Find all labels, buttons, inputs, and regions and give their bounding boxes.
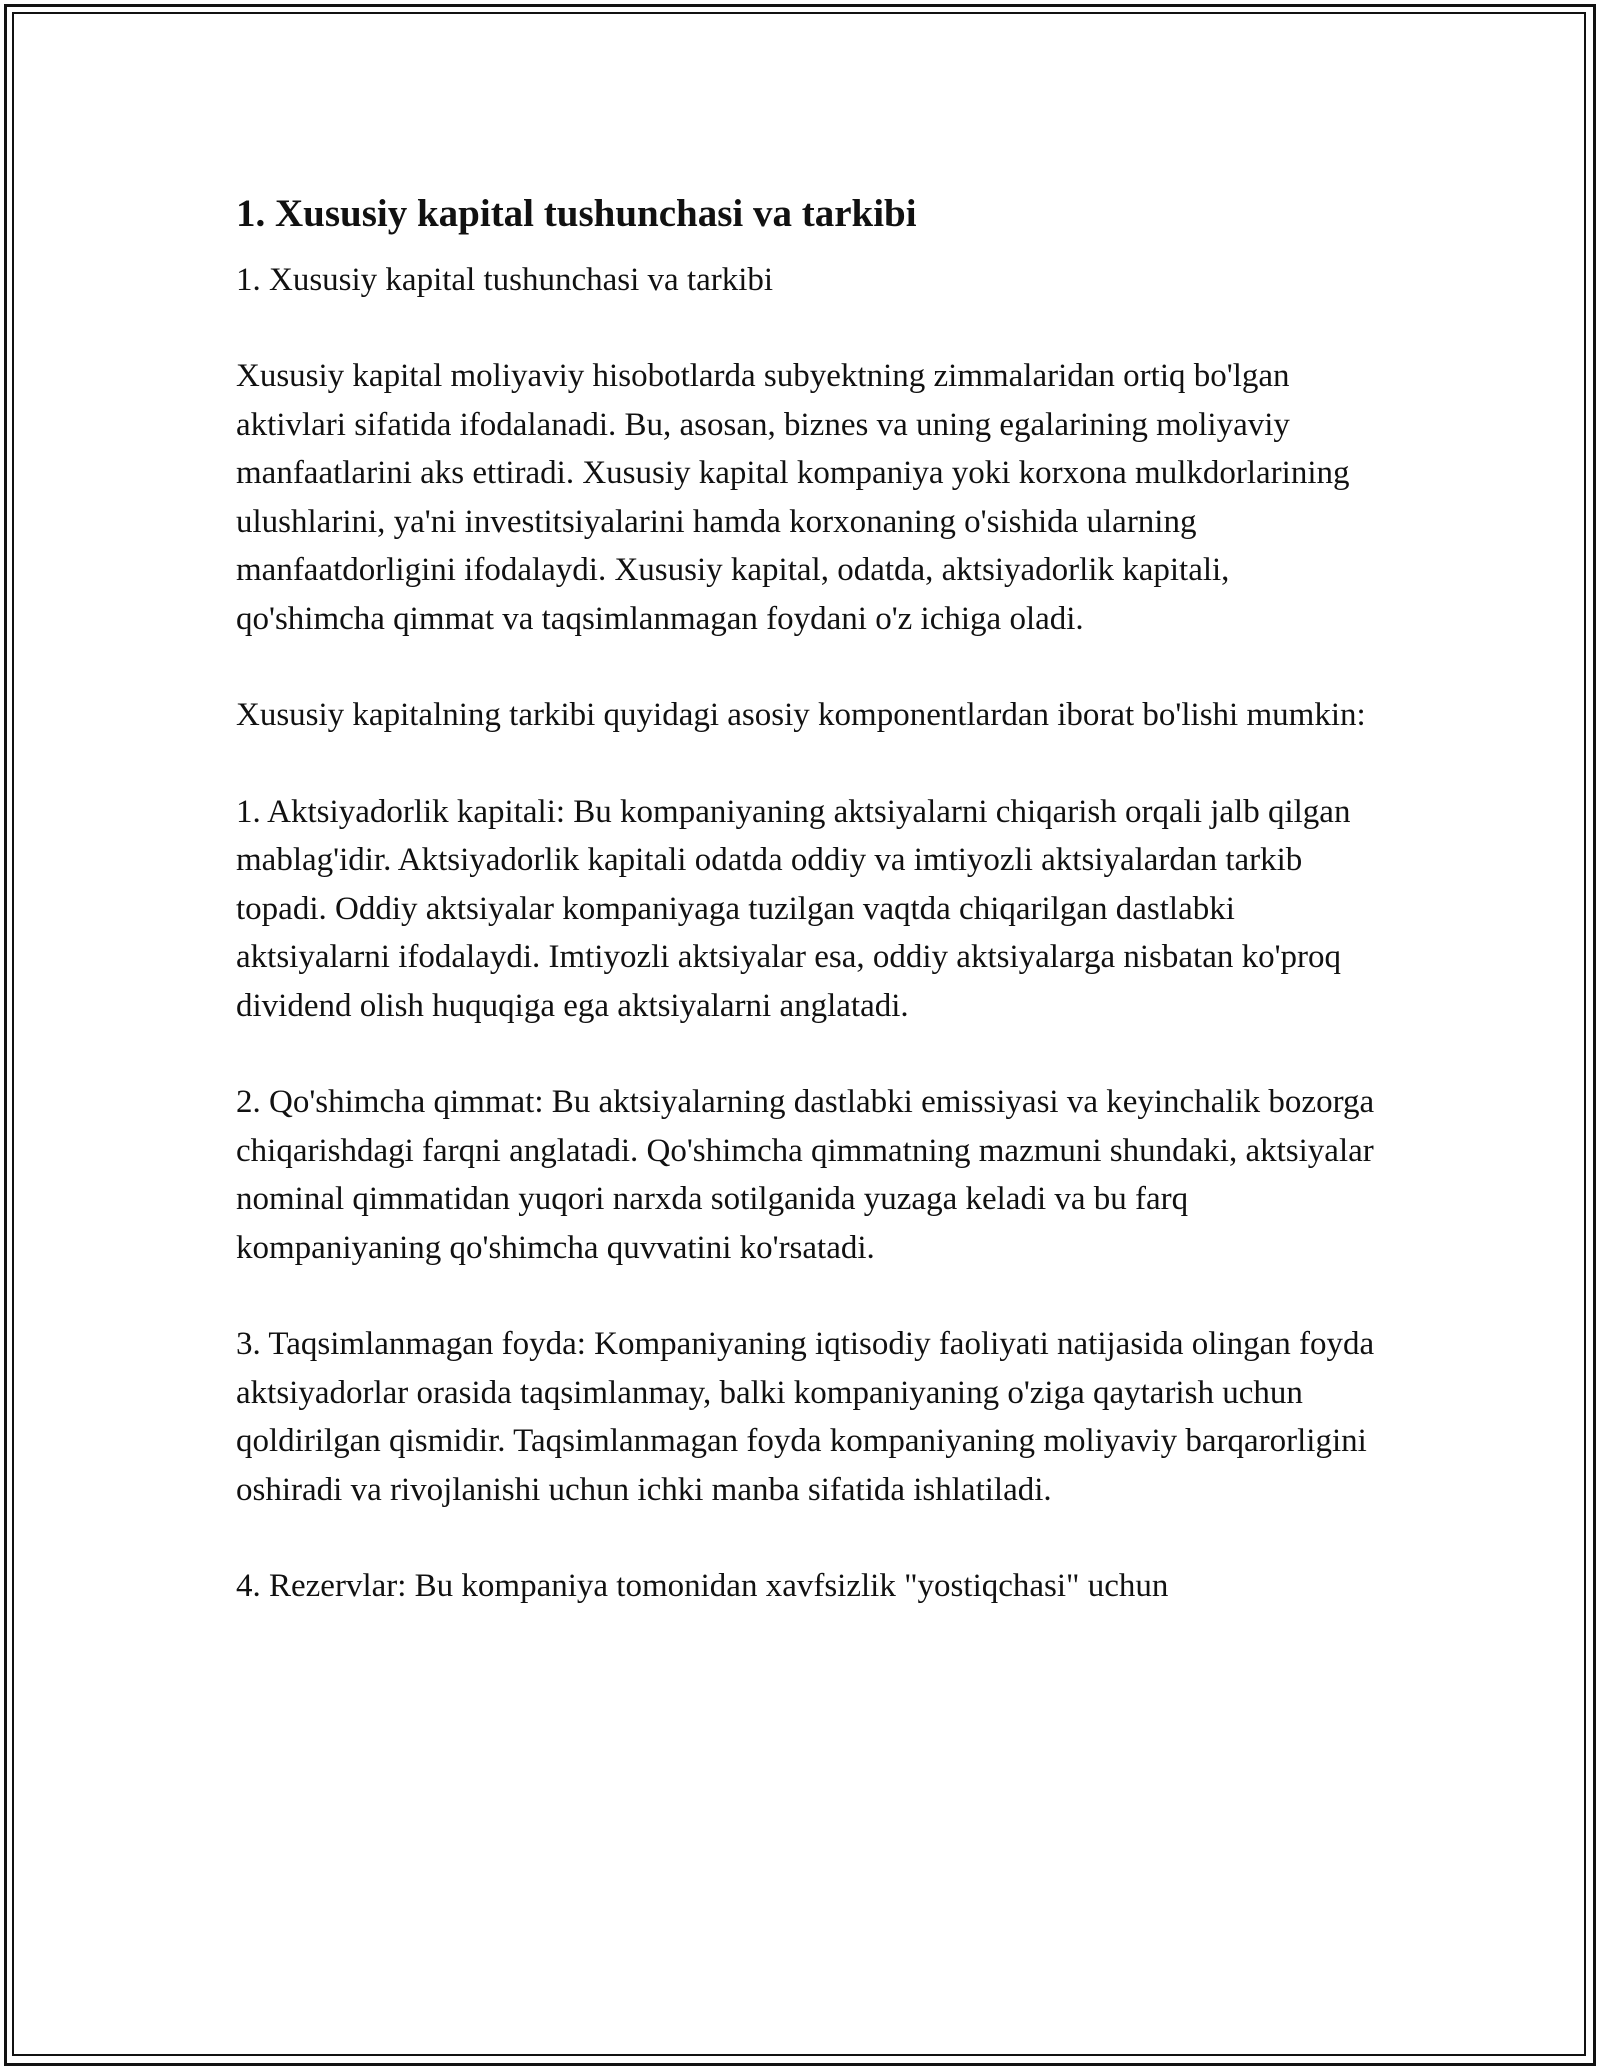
paragraph-retained-earnings: 3. Taqsimlanmagan foyda: Kompaniyaning iqtisodiy faoliyati natijasida olingan foyda aktsiyadorlar orasida taqsimlanmay, balki kompaniyaning o'ziga qaytarish uchun qoldirilgan qismidir. Taqsimlanmagan foyda kompaniyaning moliyaviy barqarorligini oshiradi va rivojlanishi uchun ichki manba sifatida ishlatiladi. xyxy=(236,1326,1375,1508)
paragraph-additional-value: 2. Qo'shimcha qimmat: Bu aktsiyalarning dastlabki emissiyasi va keyinchalik bozorga chiqarishdagi farqni anglatadi. Qo'shimcha qimmatning mazmuni shundaki, aktsiyalar nominal qimmatidan yuqori narxda sotilganida yuzaga keladi va bu farq kompaniyaning qo'shimcha quvvatini ko'rsatadi. xyxy=(236,1084,1375,1266)
paragraph-intro: Xususiy kapital moliyaviy hisobotlarda subyektning zimmalaridan ortiq bo'lgan aktivlari sifatida ifodalanadi. Bu, asosan, biznes va uning egalarining moliyaviy manfaatlarini aks ettiradi. Xususiy kapital kompaniya yoki korxona mulkdorlarining ulushlarini, ya'ni investitsiyalarini hamda korxonaning o'sishida ularning manfaatdorligini ifodalaydi. Xususiy kapital, odatda, aktsiyadorlik kapitali, qo'shimcha qimmat va taqsimlanmagan foydani o'z ichiga oladi. xyxy=(236,358,1350,637)
paragraph-components-lead: Xususiy kapitalning tarkibi quyidagi asosiy komponentlardan iborat bo'lishi mumkin: xyxy=(236,697,1366,733)
document-body xyxy=(236,180,1376,1611)
document-subtitle: 1. Xususiy kapital tushunchasi va tarkibi xyxy=(236,262,774,298)
page-title: 1. Xususiy kapital tushunchasi va tarkibi xyxy=(236,192,917,235)
paragraph-reserves: 4. Rezervlar: Bu kompaniya tomonidan xavfsizlik "yostiqchasi" uchun xyxy=(236,1568,1169,1604)
paragraph-share-capital: 1. Aktsiyadorlik kapitali: Bu kompaniyaning aktsiyalarni chiqarish orqali jalb qilgan mablag'idir. Aktsiyadorlik kapitali odatda oddiy va imtiyozli aktsiyalardan tarkib topadi. Oddiy aktsiyalar kompaniyaga tuzilgan vaqtda chiqarilgan dastlabki aktsiyalarni ifodalaydi. Imtiyozli aktsiyalar esa, oddiy aktsiyalarga nisbatan ko'proq dividend olish huquqiga ega aktsiyalarni anglatadi. xyxy=(236,793,1351,1024)
